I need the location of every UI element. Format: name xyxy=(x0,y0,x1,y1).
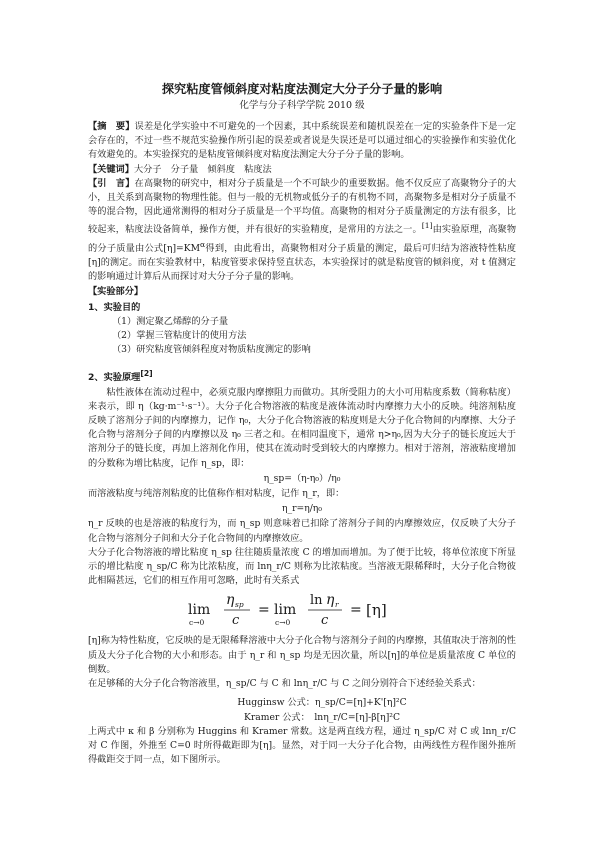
intro-text-a: 在高聚物的研究中，相对分子质量是一个不可缺少的重要数据。他不仅反应了高聚物分子的大小，且关系到高聚物的物理性能。但与一般的无机物或低分子的有机物不同，高聚物多是相对分子质量不等的混合物，因此通常测得的相对分子质量是一个平均值。高聚物的相对分子质量测定的方法有很多，比较起来，粘度法设备简单，操作方便，并有很好的实验精度，是常用的方法之一。 xyxy=(88,177,517,236)
ln: ln xyxy=(310,593,323,609)
equals-1: = xyxy=(258,602,270,619)
equation-relative-viscosity: η_r=η/η₀ xyxy=(282,503,322,515)
paper-title: 探究粘度管倾斜度对粘度法测定大分子分子量的影响 xyxy=(161,82,443,96)
principle-paragraph-1: 粘性液体在流动过程中，必须克服内摩擦阻力而做功。其所受阻力的大小可用粘度系数（简称粘度）来表示，即 η（kg·m⁻¹·s⁻¹）。大分子化合物溶液的粘度是液体流动时内摩擦力大小的反映。纯溶剂粘度反映了溶剂分子间的内摩擦力，记作 η₀，大分子化合物溶液的粘度则是大分子化合物间的内摩擦、大分子化合物与溶剂分子间的内摩擦以及 η₀ 三者之和。在相同温度下，通常 η>η₀,因为大分子的链长度远大于溶剂分子的链长度，再加上溶剂化作用，使其在流动时受到较大的内摩擦力。相对于溶剂，溶液粘度增加的分数称为增比粘度，记作 η_sp，即： xyxy=(88,386,516,469)
huggins-equation: Hugginsw 公式：η_sp/C=[η]+K'[η]²C xyxy=(237,697,407,709)
intro-text-b: 由实验原理，高聚物的分子质量由公式[η]=KM xyxy=(88,224,517,254)
paper-page xyxy=(88,82,516,767)
principle-ref: [2] xyxy=(140,369,153,379)
den-2: c xyxy=(321,613,329,629)
intro-label: 【引 言】 xyxy=(88,177,135,189)
equation-specific-viscosity: η_sp=（η-η₀）/η₀ xyxy=(263,472,341,484)
principle-paragraph-7: 上两式中 κ 和 β 分别称为 Huggins 和 Kramer 常数。这是两直线方程，通过 η_sp/C 对 C 或 lnη_r/C 对 C 作图，外推至 C=0 时所得截距即为[η]。显然，对于同一大分子化合物，由两线性方程作图外推所得截距交于同一点，如下图所示。 xyxy=(88,725,516,766)
lim-cond-1: c→0 xyxy=(189,618,205,628)
experiment-section-heading: 【实验部分】 xyxy=(88,286,144,298)
lim-1: lim xyxy=(188,602,211,619)
keywords-label: 【关键词】 xyxy=(88,163,134,175)
principle-paragraph-6: 在足够稀的大分子化合物溶液里，η_sp/C 与 C 和 lnη_r/C 与 C 之间分别符合下述经验关系式： xyxy=(88,678,481,690)
eta-sp: η xyxy=(226,592,235,609)
principle-heading: 2、实验原理[2] xyxy=(88,369,153,384)
principle-paragraph-2: 而溶液粘度与纯溶剂粘度的比值称作相对粘度，记作 η_r，即： xyxy=(88,488,345,500)
equals-2: = xyxy=(350,602,362,619)
intro-alpha: α xyxy=(200,239,206,249)
keywords-text: 大分子 分子量 倾斜度 粘度法 xyxy=(133,163,272,175)
limit-formula-svg xyxy=(182,588,422,632)
purpose-heading: 1、实验目的 xyxy=(88,301,141,313)
purpose-item: （2）掌握三管粘度计的使用方法 xyxy=(112,329,247,341)
purpose-item: （1）测定聚乙烯醇的分子量 xyxy=(112,315,229,327)
purpose-item: （3）研究粘度管倾斜程度对物质粘度测定的影响 xyxy=(112,344,311,356)
abstract xyxy=(88,120,516,163)
intrinsic-viscosity: [η] xyxy=(366,601,387,620)
abstract-text: 误差是化学实验中不可避免的一个因素，其中系统误差和随机误差在一定的实验条件下是一定会存在的，不过一些不规范实验操作所引起的误差或者说是失误还是可以通过细心的实验操作和实验优化有效避免的。本实验探究的是粘度管倾斜度对粘度法测定大分子分子量的影响。 xyxy=(88,121,517,161)
eta-sp-sub: sp xyxy=(235,600,244,610)
kramer-equation: Kramer 公式： lnη_r/C=[η]-β[η]²C xyxy=(244,711,400,723)
lim-2: lim xyxy=(274,602,297,619)
lim-cond-2: c→0 xyxy=(275,618,291,628)
eta-r: η xyxy=(326,592,335,609)
principle-paragraph-5: [η]称为特性粘度，它反映的是无限稀释溶液中大分子化合物与溶剂分子间的内摩擦，其值取决于溶剂的性质及大分子化合物的大小和形态。由于 η_r 和 η_sp 均是无因次量，所以[η]的单位是质量浓度 C 单位的倒数。 xyxy=(88,635,516,675)
introduction xyxy=(88,177,516,285)
principle-paragraph-4: 大分子化合物溶液的增比粘度 η_sp 往往随质量浓度 C 的增加而增加。为了便于比较，将单位浓度下所显示的增比粘度 η_sp/C 称为比浓粘度，而 lnη_r/C 则称为比浓粘度。当溶液无限稀释时，大分子化合物彼此相隔甚远，它们的相互作用可忽略，此时有关系式 xyxy=(88,546,516,587)
eta-r-sub: r xyxy=(335,600,339,610)
intro-ref: [1] xyxy=(421,221,433,231)
keywords xyxy=(88,163,516,177)
intro-text-c: 得到，由此看出，高聚物相对分子质量的测定，最后可归结为溶液特性粘度[η]的测定。而在实验教材中，粘度管要求保持竖直状态，本实验探讨的就是粘度管的倾斜度，对 t 值测定的影响通过计算后从而探讨对大分子分子量的影响。 xyxy=(88,242,516,283)
affiliation: 化学与分子科学学院 2010 级 xyxy=(239,100,365,111)
den-1: c xyxy=(232,613,240,629)
purpose-list xyxy=(112,315,516,358)
principle-paragraph-3: η_r 反映的也是溶液的粘度行为，而 η_sp 则意味着已扣除了溶剂分子间的内摩擦效应，仅反映了大分子化合物与溶剂分子间和大分子化合物间的内摩擦效应。 xyxy=(88,518,516,544)
intrinsic-viscosity-formula xyxy=(88,588,516,632)
abstract-label: 【摘 要】 xyxy=(88,121,135,132)
